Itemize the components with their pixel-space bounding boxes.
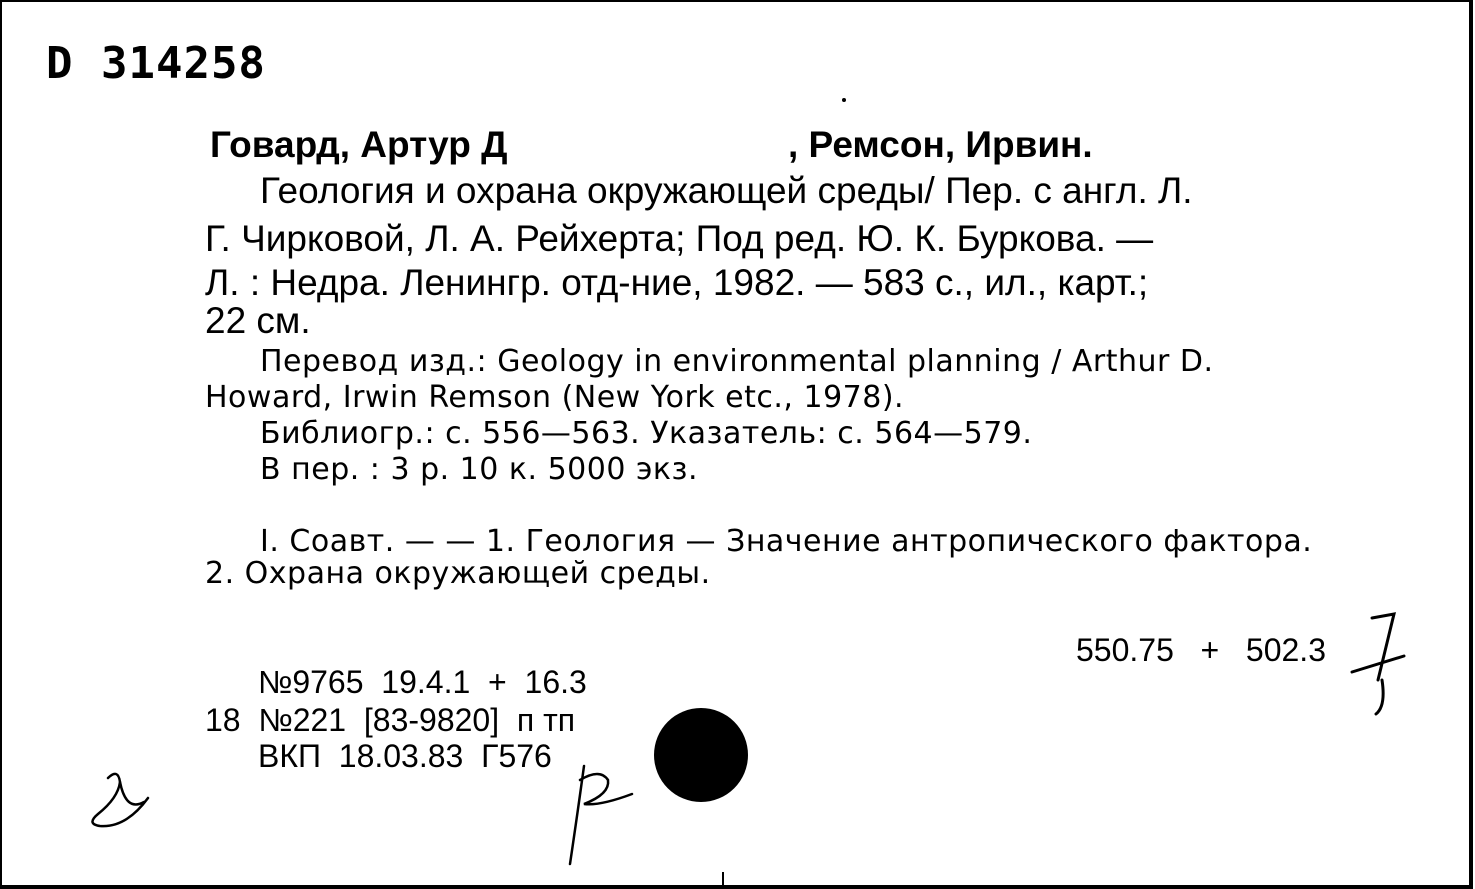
description-line: Г. Чирковой, Л. А. Рейхерта; Под ред. Ю. К. Буркова. — — [205, 218, 1154, 259]
note-line: В пер. : 3 р. 10 к. 5000 экз. — [260, 452, 699, 487]
classification-number: 550.75 + 502.3 — [1076, 632, 1326, 668]
coauthor-name: , Ремсон, Ирвин. — [788, 124, 1093, 165]
description-line: Л. : Недра. Ленингр. отд-ние, 1982. — 583 с., ил., карт.; — [205, 262, 1149, 303]
handwritten-two — [78, 768, 158, 832]
note-line: Howard, Irwin Remson (New York etc., 1978). — [205, 380, 905, 415]
registry-line: ВКП 18.03.83 Г576 — [258, 738, 552, 774]
punch-hole — [654, 708, 748, 802]
note-line: Перевод изд.: Geology in environmental planning / Arthur D. — [260, 344, 1214, 379]
note-line: Библиогр.: с. 556—563. Указатель: с. 564—579. — [260, 416, 1033, 451]
description-line: Геология и охрана окружающей среды/ Пер. с англ. Л. — [260, 170, 1193, 211]
handwritten-seven — [1342, 610, 1412, 720]
registry-line: 18 №221 [83-9820] п тп — [205, 702, 576, 738]
author-name: Говард, Артур Д — [210, 124, 508, 165]
description-line: 22 см. — [205, 300, 311, 341]
ink-dot — [842, 98, 846, 102]
shelf-mark: D 314258 — [46, 38, 266, 89]
tracing-line: 2. Охрана окружающей среды. — [205, 556, 711, 591]
handwritten-p — [560, 760, 640, 870]
tracing-line: I. Соавт. — — 1. Геология — Значение антропического фактора. — [260, 524, 1313, 559]
ink-tick — [722, 872, 724, 886]
registry-line: №9765 19.4.1 + 16.3 — [258, 664, 587, 700]
